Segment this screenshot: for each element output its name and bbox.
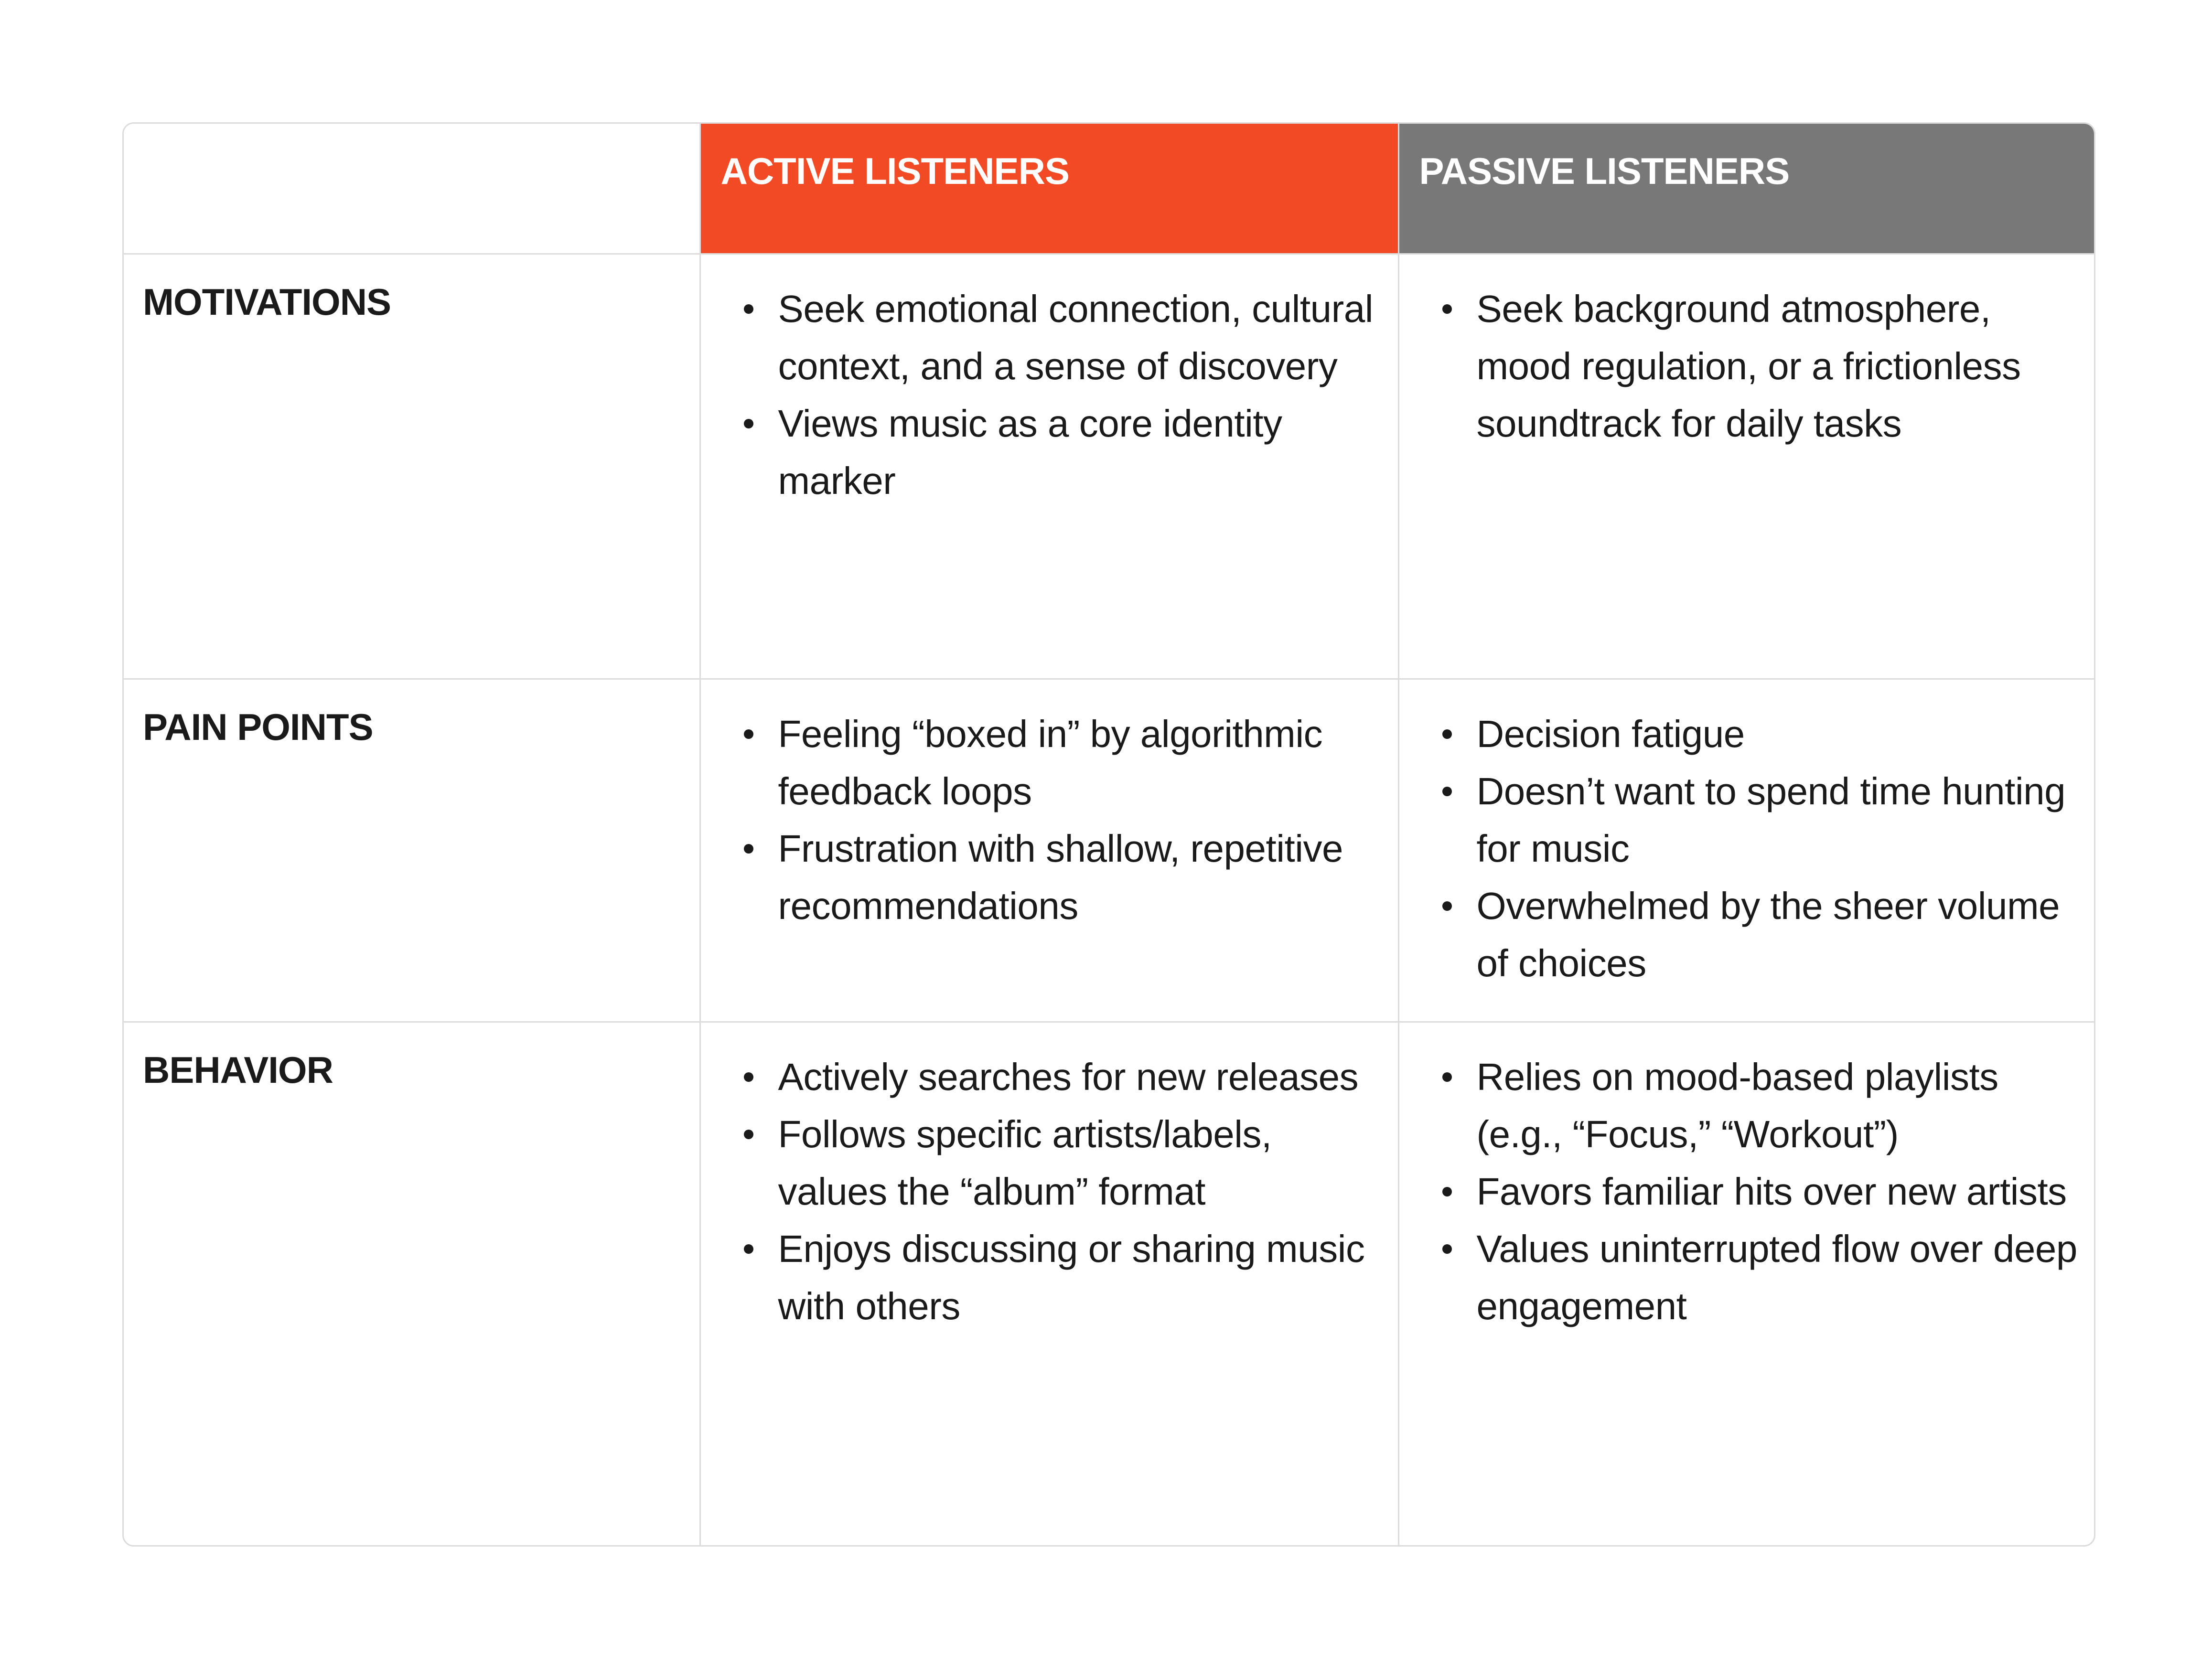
list-item: Relies on mood-based playlists (e.g., “Focus,” “Workout”) [1477, 1048, 2083, 1163]
row-label-motivations: MOTIVATIONS [124, 254, 700, 679]
comparison-table-container [122, 122, 2095, 1547]
cell-behavior-passive [1398, 1022, 2095, 1547]
header-row [124, 124, 2095, 254]
cell-pain-points-passive [1398, 679, 2095, 1022]
bullet-list [1399, 280, 2083, 452]
table-row-behavior [124, 1022, 2095, 1547]
list-item: Feeling “boxed in” by algorithmic feedback loops [778, 705, 1384, 820]
bullet-list [1399, 705, 2083, 992]
table-row-pain-points [124, 679, 2095, 1022]
list-item: Views music as a core identity marker [778, 395, 1384, 510]
listener-comparison-table [124, 124, 2095, 1547]
bullet-list [701, 280, 1384, 510]
bullet-list [1399, 1048, 2083, 1335]
cell-pain-points-active [700, 679, 1398, 1022]
list-item: Overwhelmed by the sheer volume of choices [1477, 877, 2083, 992]
list-item: Actively searches for new releases [778, 1048, 1384, 1106]
row-label-behavior: BEHAVIOR [124, 1022, 700, 1547]
list-item: Favors familiar hits over new artists [1477, 1163, 2083, 1220]
list-item: Values uninterrupted flow over deep engagement [1477, 1220, 2083, 1335]
list-item: Decision fatigue [1477, 705, 2083, 763]
bullet-list [701, 705, 1384, 935]
list-item: Follows specific artists/labels, values the “album” format [778, 1106, 1384, 1220]
cell-behavior-active [700, 1022, 1398, 1547]
cell-motivations-active [700, 254, 1398, 679]
list-item: Frustration with shallow, repetitive recommendations [778, 820, 1384, 935]
header-active-listeners: ACTIVE LISTENERS [700, 124, 1398, 254]
table-row-motivations [124, 254, 2095, 679]
list-item: Enjoys discussing or sharing music with others [778, 1220, 1384, 1335]
header-empty-cell [124, 124, 700, 254]
list-item: Seek background atmosphere, mood regulation, or a frictionless soundtrack for daily tasks [1477, 280, 2083, 452]
list-item: Seek emotional connection, cultural context, and a sense of discovery [778, 280, 1384, 395]
header-passive-listeners: PASSIVE LISTENERS [1398, 124, 2095, 254]
bullet-list [701, 1048, 1384, 1335]
list-item: Doesn’t want to spend time hunting for music [1477, 763, 2083, 877]
cell-motivations-passive [1398, 254, 2095, 679]
row-label-pain-points: PAIN POINTS [124, 679, 700, 1022]
